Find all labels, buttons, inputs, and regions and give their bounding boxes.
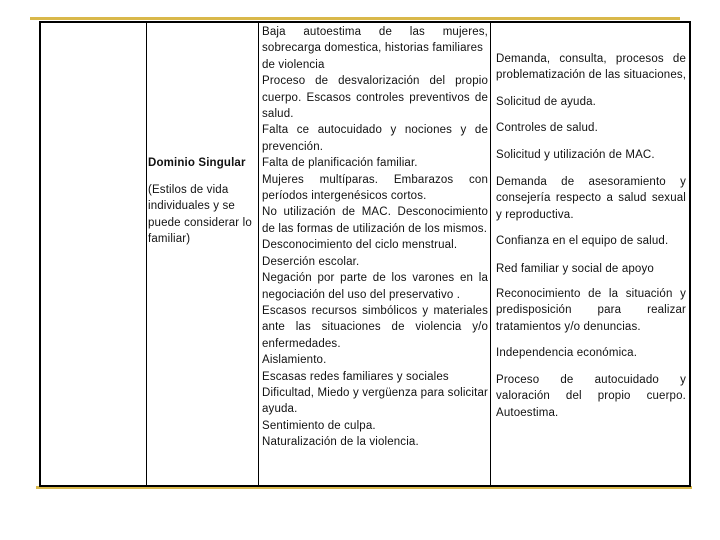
protective-factor-line: Controles de salud. bbox=[496, 122, 598, 134]
protective-factor bbox=[496, 94, 686, 110]
dominio-note-line: puede considerar lo bbox=[148, 216, 252, 229]
protective-factor-line: Demanda, consulta, procesos de bbox=[496, 53, 686, 65]
protective-factor-line: Solicitud de ayuda. bbox=[496, 96, 597, 108]
protective-factor bbox=[496, 345, 686, 361]
risk-factor-line: enfermedades. bbox=[262, 337, 341, 350]
risk-factor-line: sobrecarga domestica, historias familiares bbox=[262, 42, 484, 55]
column-divider bbox=[490, 21, 491, 487]
risk-factor-line: Aislamiento. bbox=[262, 354, 327, 367]
risk-factor-line: Desconocimiento del ciclo menstrual. bbox=[262, 239, 458, 252]
risk-factors-column bbox=[262, 24, 488, 451]
risk-factor-line: salud. bbox=[262, 108, 294, 121]
risk-factor-line: No utilización de MAC. Desconocimiento bbox=[262, 206, 488, 219]
risk-factor-line: Sentimiento de culpa. bbox=[262, 419, 376, 432]
risk-factor-line: ayuda. bbox=[262, 403, 298, 416]
protective-factor bbox=[496, 120, 686, 136]
protective-factor bbox=[496, 233, 686, 249]
protective-factor-line: Demanda de asesoramiento y bbox=[496, 176, 686, 188]
protective-factor bbox=[496, 51, 686, 84]
dominio-note-line: familiar) bbox=[148, 233, 191, 246]
protective-factor-line: y reproductiva. bbox=[496, 208, 574, 221]
risk-factor-line: prevención. bbox=[262, 140, 324, 153]
protective-factor bbox=[496, 147, 686, 163]
protective-factor-line: predisposición para realizar bbox=[496, 304, 686, 317]
protective-factor-line: Solicitud y utilización de MAC. bbox=[496, 149, 655, 161]
dominio-title: Dominio Singular bbox=[148, 157, 246, 169]
protective-factor-line: Confianza en el equipo de salud. bbox=[496, 235, 669, 247]
protective-factor-line: Red familiar y social de apoyo bbox=[496, 263, 654, 275]
protective-factor-line: consejería respecto a salud sexual bbox=[496, 192, 686, 205]
column-divider bbox=[146, 21, 147, 487]
risk-factor-line: Escasas redes familiares y sociales bbox=[262, 370, 449, 383]
protective-factor-line: Autoestima. bbox=[496, 406, 559, 419]
protective-factor-line: valoración del propio cuerpo. bbox=[496, 390, 686, 403]
risk-factor-line: períodos intergenésicos cortos. bbox=[262, 190, 427, 203]
protective-factor-line: Reconocimiento de la situación y bbox=[496, 288, 686, 300]
risk-factor-line: negociación del uso del preservativo . bbox=[262, 288, 461, 301]
risk-factor-line: de violencia bbox=[262, 58, 325, 71]
protective-factor bbox=[496, 174, 686, 223]
top-accent-line bbox=[30, 17, 680, 20]
risk-factor-line: Falta de planificación familiar. bbox=[262, 157, 418, 170]
column-divider bbox=[258, 21, 259, 487]
risk-factor-line: Escasos recursos simbólicos y materiales bbox=[262, 304, 488, 317]
risk-factor-line: cuerpo. Escasos controles preventivos de bbox=[262, 91, 488, 104]
dominio-note bbox=[148, 182, 258, 248]
risk-factor-line: de las formas de utilización de los mismos. bbox=[262, 222, 488, 235]
protective-factor bbox=[496, 372, 686, 421]
risk-factor-line: Negación por parte de los varones en la bbox=[262, 272, 488, 285]
protective-factor-line: problematización de las situaciones, bbox=[496, 69, 687, 82]
risk-factor-line: Naturalización de la violencia. bbox=[262, 436, 419, 449]
protective-factor-line: Proceso de autocuidado y bbox=[496, 374, 686, 386]
protective-factor-line: tratamientos y/o denuncias. bbox=[496, 320, 641, 333]
protective-factor bbox=[496, 286, 686, 335]
risk-factor-line: Falta ce autocuidado y nociones y de bbox=[262, 124, 488, 137]
dominio-note-line: individuales y se bbox=[148, 200, 235, 213]
protective-factor-line: Independencia económica. bbox=[496, 347, 638, 359]
risk-factor-line: Proceso de desvalorización del propio bbox=[262, 75, 488, 88]
risk-factor-line: Mujeres multíparas. Embarazos con bbox=[262, 173, 488, 186]
risk-factor-line: Baja autoestima de las mujeres, bbox=[262, 26, 488, 38]
risk-factor-line: Deserción escolar. bbox=[262, 255, 360, 268]
risk-factor-line: ante las situaciones de violencia y/o bbox=[262, 321, 488, 334]
protective-factor bbox=[496, 261, 686, 277]
dominio-note-line: (Estilos de vida bbox=[148, 184, 229, 196]
risk-factor-line: Dificultad, Miedo y vergüenza para solicitar bbox=[262, 386, 488, 399]
